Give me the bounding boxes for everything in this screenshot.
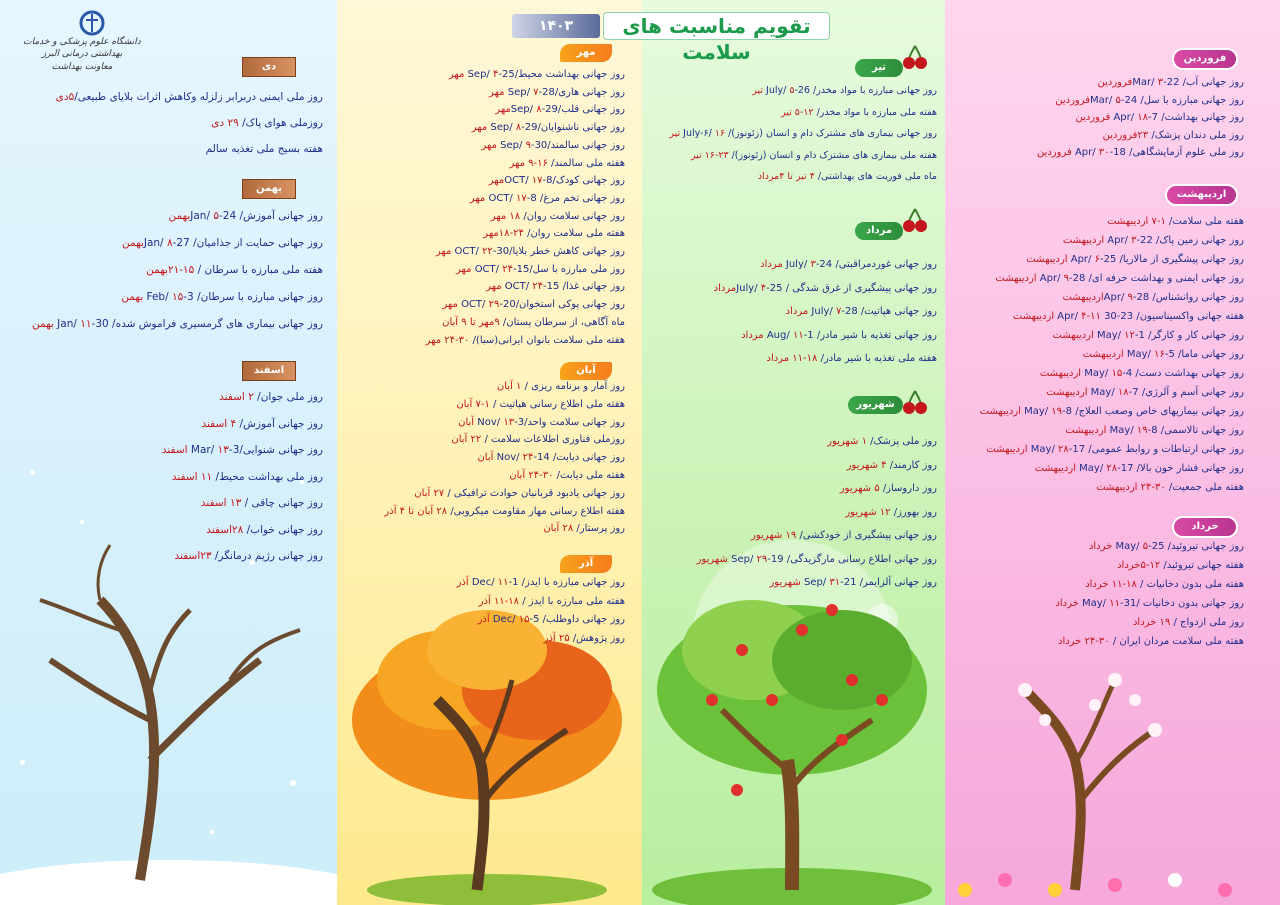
- month-tag-farvardin: فروردین: [1172, 48, 1238, 70]
- month-list-azar: [355, 574, 625, 648]
- list-item: روز ملی ازدواج / ۱۹ خرداد: [1132, 617, 1244, 628]
- list-item: روز جهانی ارتباطات و روابط عمومی/ 17-May/ ۲۸ اردیبهشت: [986, 444, 1244, 455]
- list-item: روز جهانی حمایت از جذامیان/ 27-Jan/ ۸بهمن: [122, 237, 323, 249]
- list-item: روز ملی پزشک/ ۱ شهریور: [827, 436, 937, 447]
- list-item: روز جهانی اطلاع رسانی مارگزیدگی/ 19-Sep/ ۲۹ شهریور: [696, 553, 937, 565]
- list-item: روز جهانی روانشناس/ 28-Apr/ ۹اردیبهشت: [1062, 292, 1244, 303]
- list-item: روز جهانی بیماریهای خاص وصعب العلاج/ 8-May/ ۱۹ اردیبهشت: [979, 406, 1244, 417]
- list-item: هفته ملی سلامت روان/ ۲۴-۱۸مهر: [483, 228, 625, 240]
- list-item: ماه آگاهی، از سرطان پستان/ ۹مهر تا ۹ آبان: [442, 316, 625, 328]
- list-item: روز جهانی پیشگیری از مالاریا/ 25-Apr/ ۶ اردیبهشت: [1026, 254, 1244, 265]
- list-item: روز جهانی تالاسمی/ 8-May/ ۱۹ اردیبهشت: [1065, 425, 1244, 436]
- list-item: روز جهانی ماما/ 5-May/ ۱۶ اردیبهشت: [1082, 349, 1244, 360]
- list-item: هفته ملی جمعیت/ ۳۰-۲۴ اردیبهشت: [1096, 482, 1244, 493]
- list-item: هفته ملی بدون دخانیات / ۱۸-۱۱ خرداد: [1085, 579, 1244, 590]
- list-item: ماه ملی فوریت های بهداشتی/ ۴ تیر تا ۴مرداد: [757, 171, 937, 182]
- month-list-mordad: [647, 253, 937, 371]
- list-item: هفته جهانی واکسیناسیون/ 23-30 Apr/ ۴-۱۱ اردیبهشت: [1012, 311, 1244, 322]
- year-badge: ۱۴۰۳: [512, 14, 600, 38]
- list-item: روز آمار و برنامه ریزی / ۱ آبان: [496, 381, 625, 392]
- logo-department-name: معاونت بهداشت: [51, 62, 113, 72]
- month-list-ordibehesht: [919, 212, 1244, 497]
- list-item: روز ملی مبارزه با سل/15-OCT/ ۲۴ مهر: [456, 263, 625, 275]
- list-item: روز جهانی کودک/8-OCT/ ۱۷مهر: [488, 175, 625, 187]
- list-item: روز جهانی آب/ 22-Mar/ ۳فروردین: [1097, 77, 1244, 88]
- list-item: روز جهانی سالمند/30-Sep/ ۹ مهر: [481, 139, 625, 151]
- month-list-aban: [335, 378, 625, 538]
- list-item: هفته ملی تغذیه با شیر مادر/ ۱۸-۱۱ مرداد: [766, 353, 937, 364]
- list-item: روز جهانی آموزش/ ۴ اسفند: [201, 417, 323, 430]
- list-item: هفته ملی مبارزه با ایدز / ۱۸-۱۱ آذر: [478, 595, 625, 607]
- list-item: روز بهورز/ ۱۲ شهریور: [845, 506, 937, 518]
- month-tag-aban: آبان: [560, 362, 612, 380]
- month-list-bahman: [3, 203, 323, 338]
- list-item: روز جهانی فشار خون بالا/ 17-May/ ۲۸ اردیبهشت: [1034, 463, 1244, 474]
- list-item: روز جهانی غوردمراقبتی/ 24-July/ ۳ مرداد: [760, 259, 937, 270]
- logo-university-name: دانشگاه علوم پزشکی و خدمات بهداشتی درمانی البرز: [23, 37, 141, 59]
- list-item: هفته اطلاع رسانی مهار مقاومت میکروبی/ ۲۸ آبان تا ۴ آذر: [384, 505, 625, 517]
- list-item: روز جهانی بهداشت/ 7-Apr/ ۱۸ فروردین: [1075, 112, 1244, 123]
- list-item: روز جهانی هاری/28-Sep/ ۷ مهر: [489, 86, 625, 98]
- list-item: روز جهانی مبارزه با سرطان/ 3-Feb/ ۱۵ بهمن: [121, 291, 323, 303]
- list-item: روز جهانی داوطلب/ 5-Dec/ ۱۵ آذر: [477, 614, 625, 625]
- month-list-khordad: [944, 537, 1244, 651]
- list-item: روز جهانی دیابت/ 14-Nov/ ۲۴ آبان: [477, 452, 625, 464]
- list-item: روز پرستار/ ۲۸ آبان: [543, 523, 625, 535]
- list-item: روز جهانی پیشگیری از غرق شدگی / 25-July/ ۴مرداد: [713, 282, 937, 294]
- month-list-tir: [647, 80, 937, 188]
- month-list-shahrivar: [647, 430, 937, 595]
- list-item: روز ملی علوم آزمایشگاهی/ 18-Apr/ ۳۰ فروردین: [1036, 147, 1244, 158]
- month-list-mehr: [355, 66, 625, 349]
- list-item: روز پژوهش/ ۲۵ آذر: [543, 632, 625, 644]
- list-item: هفته ملی سلامت/ ۱-۷ اردیبهشت: [1107, 216, 1244, 227]
- list-item: هفته ملی مبارزه با مواد مخدر/ ۱۲-۵ تیر: [780, 106, 937, 118]
- list-item: هفته ملی سلامت بانوان ایرانی(سبا)/ ۳۰-۲۴ مهر: [425, 334, 625, 346]
- list-item: روز جهانی مبارزه با مواد مخدر/ 26-July/ ۵ تیر: [752, 85, 937, 96]
- list-item: روز داروساز/ ۵ شهریور: [839, 483, 937, 494]
- list-item: روز ملی ایمنی دربرابر زلزله وکاهش اثرات بلایای طبیعی/۵دی: [55, 91, 323, 103]
- month-tag-esfand: اسفند: [242, 361, 296, 381]
- list-item: روزملی فناوری اطلاعات سلامت / ۲۲ آبان: [451, 434, 625, 446]
- list-item: روز جهانی چاقی / ۱۳ اسفند: [200, 497, 323, 509]
- list-item: هفته بسیج ملی تغذیه سالم: [205, 143, 323, 155]
- list-item: روز کارمند/ ۴ شهریور: [846, 459, 937, 471]
- month-list-dey: [3, 84, 323, 162]
- list-item: روز جهانی تغذیه با شیر مادر/ 1-Aug/ ۱۱ مرداد: [741, 329, 937, 341]
- page-title: تقویم مناسبت های سلامت: [603, 12, 830, 40]
- list-item: روز جهانی بیماری های مشترک دام و انسان (زئونوز)/ July-۶/ ۱۶ تیر: [669, 128, 937, 139]
- list-item: هفته ملی مبارزه با سرطان / ۱۵-۲۱بهمن: [146, 264, 323, 276]
- list-item: روز جهانی تیروئید/ 25-May/ ۵ خرداد: [1088, 541, 1244, 552]
- list-item: روز جهانی زمین پاک/ 22-Apr/ ۳ اردیبهشت: [1062, 235, 1244, 246]
- month-tag-mehr: مهر: [560, 44, 612, 62]
- list-item: روز جهانی رژیم درمانگر/ ۲۳اسفند: [174, 550, 323, 562]
- list-item: روز جهانی بهداشت دست/ 4-May/ ۱۵ اردیبهشت: [1039, 368, 1244, 379]
- list-item: روز ملی جوان/ ۲ اسفند: [219, 391, 323, 403]
- list-item: روز جهانی پوکی استخوان/20-OCT/ ۲۹ مهر: [442, 299, 625, 311]
- list-item: روز جهانی شنوایی/3-Mar/ ۱۳ اسفند: [161, 444, 323, 456]
- month-tag-bahman: بهمن: [242, 179, 296, 199]
- list-item: روز ملی بهداشت محیط/ ۱۱ اسفند: [171, 470, 323, 483]
- month-tag-tir: تیر: [855, 59, 903, 77]
- list-item: روز ملی دندان پزشک/ ۲۳فروردین: [1102, 129, 1244, 141]
- list-item: روز جهانی سلامت روان/ ۱۸ مهر: [490, 210, 625, 222]
- list-item: روز جهانی کاهش خطر بلایا/30-OCT/ ۲۲ مهر: [435, 246, 625, 258]
- list-item: روز جهانی هپاتیت/ 28-July/ ۷ مرداد: [785, 306, 937, 317]
- list-item: روز جهانی بدون دخانیات /31-May/ ۱۱ خرداد: [1055, 598, 1244, 609]
- month-tag-dey: دی: [242, 57, 296, 77]
- list-item: روز جهانی بهداشت محیط/25-Sep/ ۴ مهر: [448, 69, 625, 80]
- list-item: هفته ملی دیابت/ ۳۰-۲۴ آبان: [509, 469, 625, 481]
- month-tag-ordibehesht: اردیبهشت: [1165, 184, 1238, 206]
- list-item: روز جهانی کار و کارگر/ 1-May/ ۱۲ اردیبهشت: [1052, 330, 1244, 341]
- month-tag-shahrivar: شهریور: [848, 396, 903, 414]
- list-item: روز جهانی قلب/29-Sep/ ۸مهر: [495, 104, 625, 116]
- list-item: هفته ملی سالمند/ ۱۶-۹ مهر: [509, 157, 625, 169]
- month-list-esfand: [3, 384, 323, 570]
- list-item: روز جهانی پیشگیری از خودکشی/ ۱۹ شهریور: [751, 530, 937, 541]
- list-item: روز جهانی تخم مرغ/ 8-OCT/ ۱۷ مهر: [469, 192, 625, 204]
- month-list-farvardin: [944, 74, 1244, 162]
- university-logo: [12, 10, 152, 76]
- list-item: روز جهانی ناشنوایان/29-Sep/ ۸ مهر: [471, 122, 625, 134]
- list-item: روز جهانی آموزش/ 24-Jan/ ۵بهمن: [168, 210, 323, 222]
- cherry-icon: [902, 44, 928, 70]
- logo-emblem-icon: [72, 10, 112, 36]
- list-item: هفته ملی اطلاع رسانی هپاتیت / ۱-۷ آبان: [456, 398, 625, 410]
- month-tag-mordad: مرداد: [855, 222, 903, 240]
- list-item: روز جهانی مبارزه با سل/ 24-Mar/ ۵فروردین: [1055, 94, 1244, 106]
- list-item: روز جهانی خواب/ ۲۸اسفند: [206, 523, 323, 536]
- list-item: هفته ملی بیماری های مشترک دام و انسان (زئونوز)/ ۲۳-۱۶ تیر: [690, 149, 937, 161]
- list-item: هفته جهانی تیروئید/ ۱۲-۵خرداد: [1117, 560, 1244, 571]
- list-item: روزملی هوای پاک/ ۲۹ دی: [211, 117, 323, 129]
- list-item: روز جهانی یادبود قربانیان حوادث ترافیکی / ۲۷ آبان: [414, 487, 625, 499]
- list-item: روز جهانی آلزایمر/ 21-Sep/ ۳۱ شهریور: [769, 577, 937, 588]
- list-item: روز جهانی غذا/ 15-OCT/ ۲۴ مهر: [486, 281, 625, 293]
- list-item: روز جهانی آسم و آلرژی/ 7-May/ ۱۸ اردیبهشت: [1046, 387, 1244, 398]
- month-tag-azar: آذر: [560, 555, 612, 573]
- list-item: روز جهانی سلامت واحد/3-Nov/ ۱۳ آبان: [458, 416, 625, 428]
- month-tag-khordad: خرداد: [1172, 516, 1238, 538]
- list-item: روز جهانی مبارزه با ایدز/ 1-Dec/ ۱۱ آذر: [456, 577, 625, 588]
- list-item: روز جهانی ایمنی و بهداشت حرفه ای/ 28-Apr/ ۹ اردیبهشت: [995, 273, 1244, 284]
- list-item: روز جهانی بیماری های گرمسیری فراموش شده/ 30-Jan/ ۱۱ بهمن: [32, 318, 323, 330]
- list-item: هفته ملی سلامت مردان ایران / ۳۰-۲۴ خرداد: [1057, 636, 1244, 647]
